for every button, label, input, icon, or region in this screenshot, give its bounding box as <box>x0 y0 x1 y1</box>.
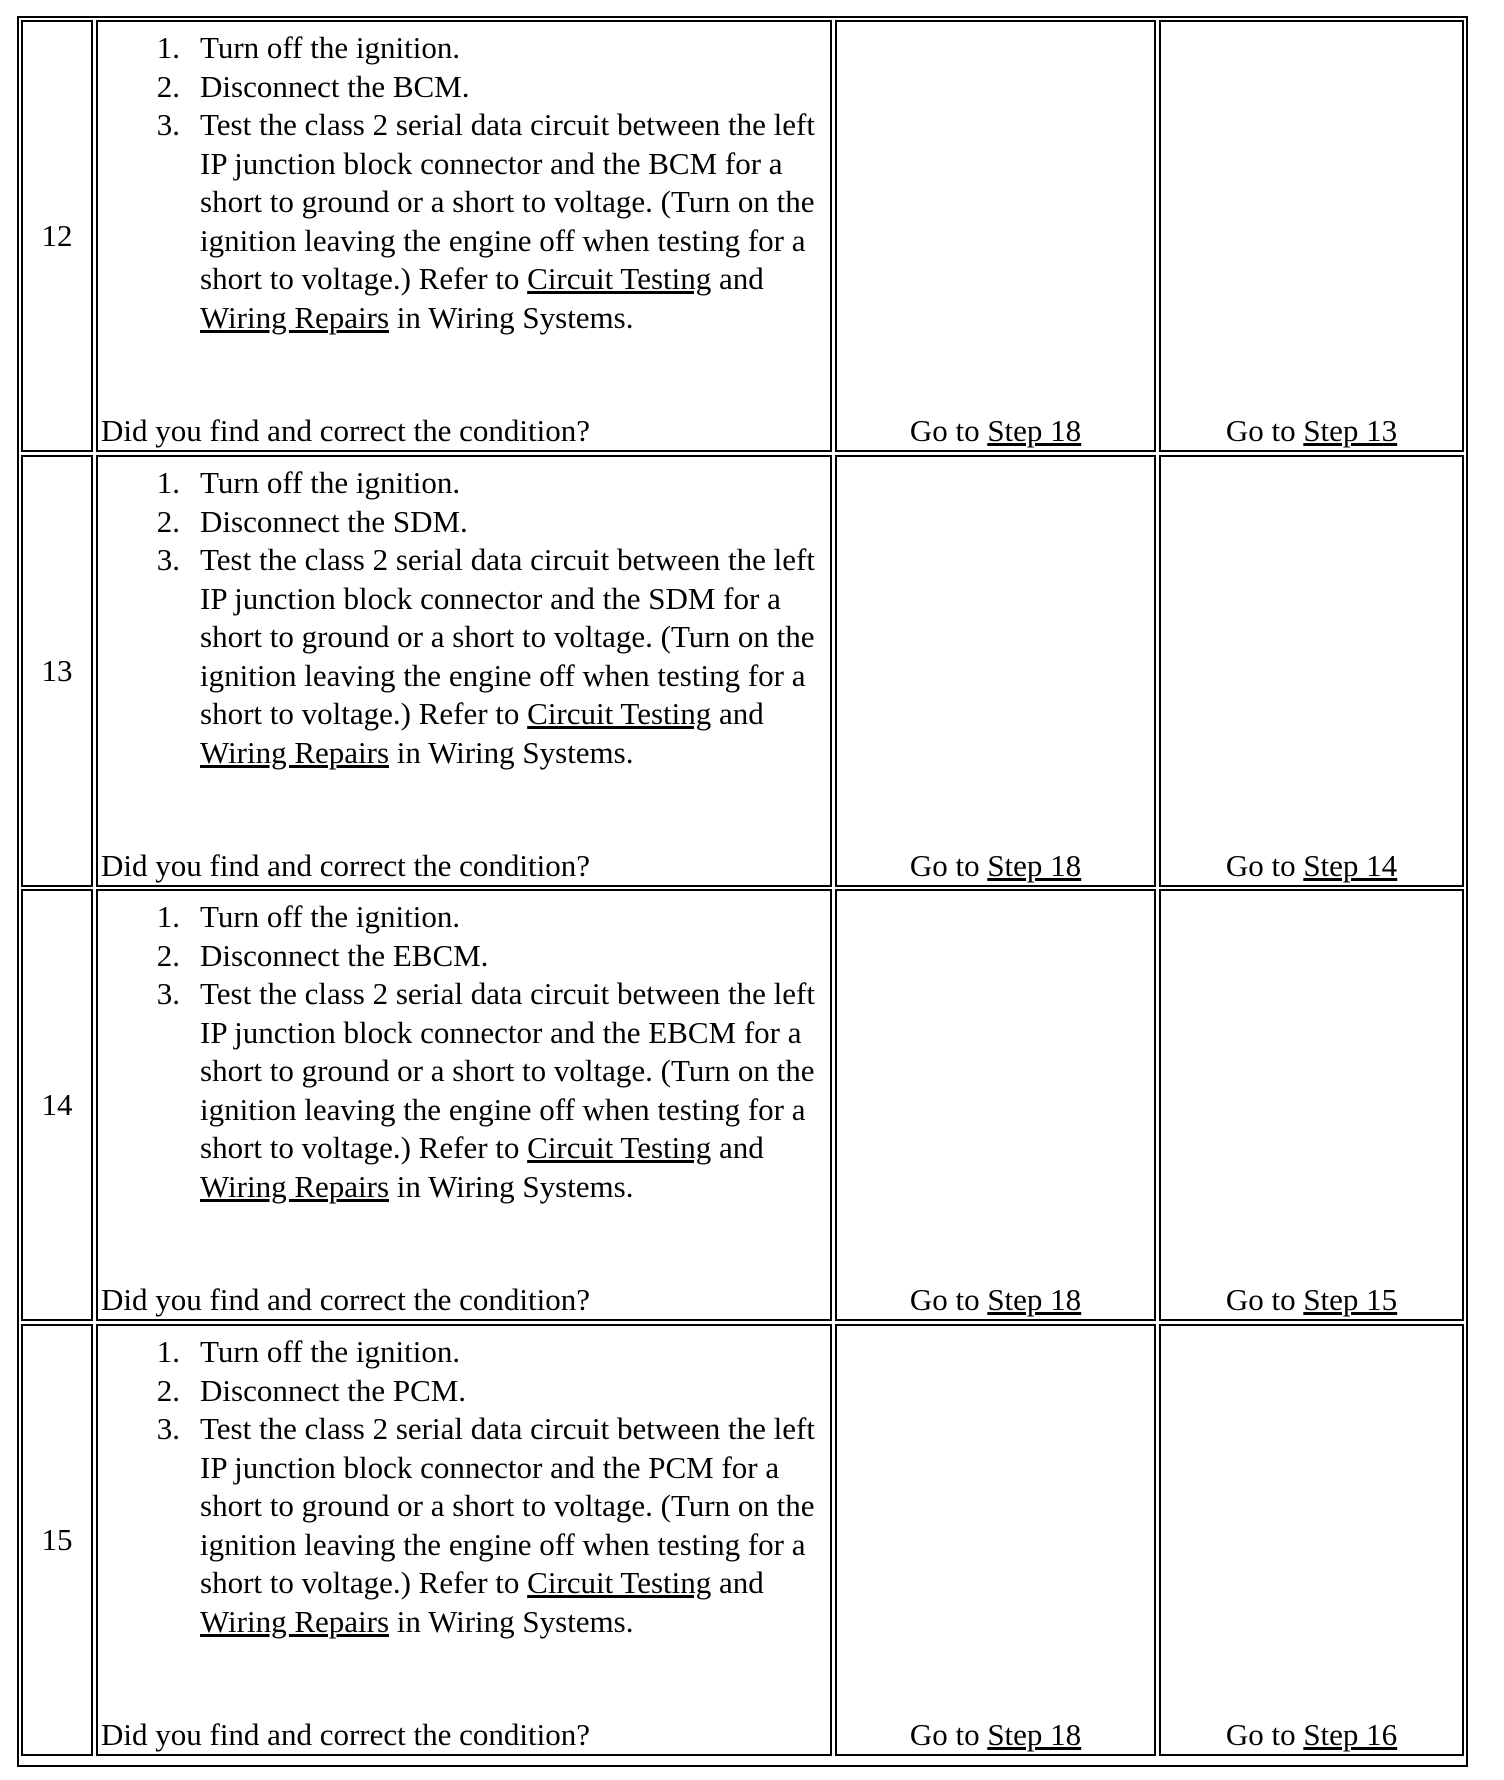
action-item-number: 2. <box>156 68 180 104</box>
action-item <box>98 898 838 937</box>
goto-prefix: Go to <box>909 1717 988 1752</box>
step-link[interactable]: Step 18 <box>987 1717 1082 1752</box>
action-item-number: 2. <box>156 937 180 973</box>
action-item-text: and <box>711 261 764 296</box>
action-item-text: Turn off the ignition. <box>200 465 461 500</box>
action-item-text: Turn off the ignition. <box>200 30 461 65</box>
step-number: 14 <box>41 1087 73 1122</box>
action-item-text: Disconnect the PCM. <box>200 1372 467 1408</box>
goto-prefix: Go to <box>909 848 988 883</box>
step-number: 13 <box>41 653 73 688</box>
action-list <box>98 29 838 337</box>
question-text: Did you find and correct the condition? <box>101 1717 590 1752</box>
action-item-number: 2. <box>156 1372 180 1408</box>
step-link[interactable]: Step 18 <box>987 1282 1082 1317</box>
wiring-repairs-link[interactable]: Wiring Repairs <box>200 1603 390 1639</box>
wiring-repairs-link[interactable]: Wiring Repairs <box>200 299 390 335</box>
yes-outcome <box>837 412 1154 450</box>
question-text: Did you find and correct the condition? <box>101 1282 590 1317</box>
no-outcome <box>1161 412 1462 450</box>
goto-prefix: Go to <box>1225 1282 1304 1317</box>
step-link[interactable]: Step 13 <box>1303 413 1398 448</box>
no-cell <box>1159 455 1464 887</box>
action-item-text: Test the class 2 serial data circuit between the left IP junction block connector and the SDM for a short to ground or a short to voltage. (Turn on the ignition leaving the engine off when testing for a short to voltage.) Refer to <box>200 542 815 731</box>
action-item-text: and <box>711 696 764 731</box>
action-item-text: in Wiring Systems. <box>389 299 634 335</box>
action-item-number: 3. <box>156 976 180 1011</box>
action-cell <box>96 889 832 1321</box>
action-item-number: 3. <box>156 107 180 142</box>
goto-prefix: Go to <box>909 413 988 448</box>
goto-prefix: Go to <box>909 1282 988 1317</box>
action-item-text: Disconnect the EBCM. <box>200 937 489 973</box>
yes-cell <box>835 1324 1156 1756</box>
action-item-text: Test the class 2 serial data circuit between the left IP junction block connector and the BCM for a short to ground or a short to voltage. (Turn on the ignition leaving the engine off when testing for a short to voltage.) Refer to <box>200 107 815 296</box>
action-cell <box>96 1324 832 1756</box>
action-item <box>98 1410 838 1641</box>
circuit-testing-link[interactable]: Circuit Testing <box>527 261 712 296</box>
action-item-text: and <box>711 1130 764 1165</box>
action-item-number: 3. <box>156 1411 180 1446</box>
action-item-text: Disconnect the SDM. <box>200 503 468 539</box>
action-item-number: 2. <box>156 503 180 539</box>
goto-prefix: Go to <box>1225 848 1304 883</box>
no-outcome <box>1161 1281 1462 1319</box>
action-item-text: in Wiring Systems. <box>389 734 634 770</box>
step-link[interactable]: Step 15 <box>1303 1282 1398 1317</box>
action-item <box>98 503 838 542</box>
step-number-cell <box>21 1324 93 1756</box>
action-item-number: 1. <box>156 899 180 934</box>
action-cell <box>96 455 832 887</box>
action-item-text: in Wiring Systems. <box>389 1603 634 1639</box>
yes-outcome <box>837 1281 1154 1319</box>
no-outcome <box>1161 1716 1462 1754</box>
action-item <box>98 541 838 772</box>
action-item-text: Test the class 2 serial data circuit between the left IP junction block connector and the EBCM for a short to ground or a short to voltage. (Turn on the ignition leaving the engine off when testing for a short to voltage.) Refer to <box>200 976 815 1165</box>
yes-cell <box>835 20 1156 452</box>
action-list <box>98 1333 838 1641</box>
action-item-text: in Wiring Systems. <box>389 1168 634 1204</box>
yes-outcome <box>837 1716 1154 1754</box>
action-item-number: 1. <box>156 30 180 65</box>
yes-cell <box>835 889 1156 1321</box>
circuit-testing-link[interactable]: Circuit Testing <box>527 1130 712 1165</box>
step-number-cell <box>21 889 93 1321</box>
step-link[interactable]: Step 16 <box>1303 1717 1398 1752</box>
action-item-text: Test the class 2 serial data circuit between the left IP junction block connector and the PCM for a short to ground or a short to voltage. (Turn on the ignition leaving the engine off when testing for a short to voltage.) Refer to <box>200 1411 815 1600</box>
action-item-number: 1. <box>156 465 180 500</box>
wiring-repairs-link[interactable]: Wiring Repairs <box>200 734 390 770</box>
goto-prefix: Go to <box>1225 1717 1304 1752</box>
circuit-testing-link[interactable]: Circuit Testing <box>527 1565 712 1600</box>
step-link[interactable]: Step 18 <box>987 848 1082 883</box>
action-item <box>98 1372 838 1411</box>
action-item <box>98 464 838 503</box>
step-link[interactable]: Step 14 <box>1303 848 1398 883</box>
no-cell <box>1159 889 1464 1321</box>
action-item-number: 1. <box>156 1334 180 1369</box>
step-number: 15 <box>41 1522 73 1557</box>
action-item-text: Turn off the ignition. <box>200 1334 461 1369</box>
goto-prefix: Go to <box>1225 413 1304 448</box>
yes-cell <box>835 455 1156 887</box>
action-item-text: Turn off the ignition. <box>200 899 461 934</box>
action-cell <box>96 20 832 452</box>
question-text: Did you find and correct the condition? <box>101 413 590 448</box>
action-item-text: Disconnect the BCM. <box>200 68 470 104</box>
action-item <box>98 975 838 1206</box>
action-list <box>98 464 838 772</box>
action-item-number: 3. <box>156 542 180 577</box>
action-item-text: and <box>711 1565 764 1600</box>
action-item <box>98 1333 838 1372</box>
step-link[interactable]: Step 18 <box>987 413 1082 448</box>
yes-outcome <box>837 847 1154 885</box>
action-item <box>98 937 838 976</box>
no-cell <box>1159 1324 1464 1756</box>
action-item <box>98 68 838 107</box>
action-item <box>98 29 838 68</box>
no-outcome <box>1161 847 1462 885</box>
step-number-cell <box>21 455 93 887</box>
question-text: Did you find and correct the condition? <box>101 848 590 883</box>
action-list <box>98 898 838 1206</box>
no-cell <box>1159 20 1464 452</box>
circuit-testing-link[interactable]: Circuit Testing <box>527 696 712 731</box>
step-number-cell <box>21 20 93 452</box>
step-number: 12 <box>41 218 73 253</box>
action-item <box>98 106 838 337</box>
wiring-repairs-link[interactable]: Wiring Repairs <box>200 1168 390 1204</box>
